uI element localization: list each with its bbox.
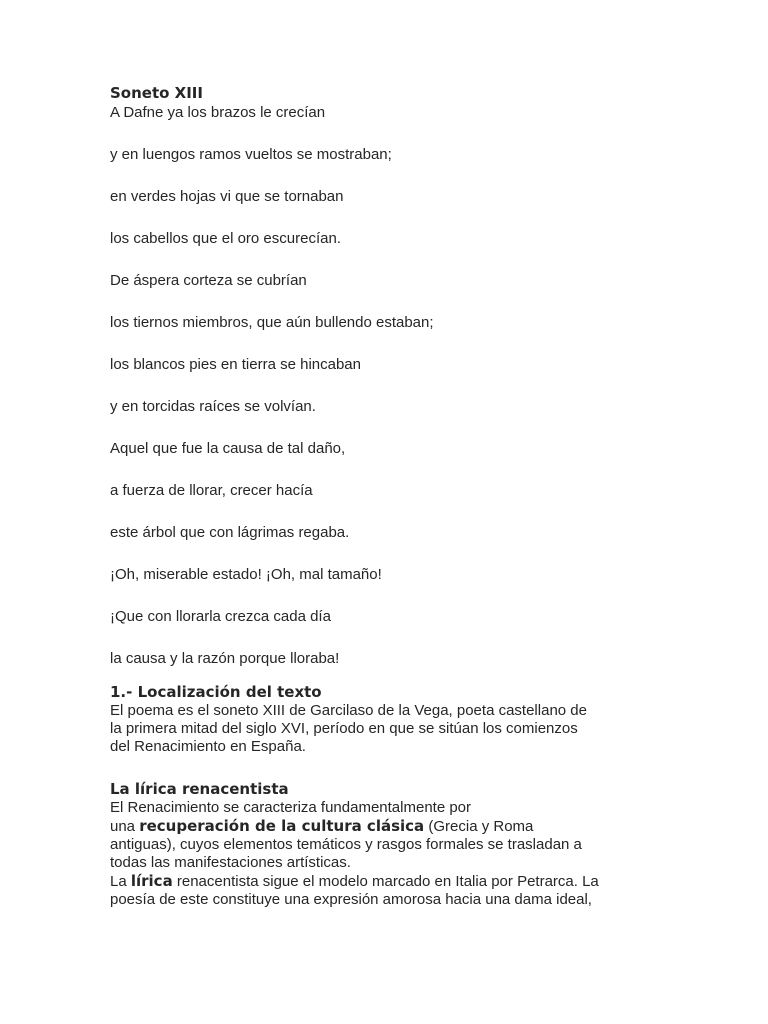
section-heading: La lírica renacentista: [110, 780, 289, 798]
verse-line: Aquel que fue la causa de tal daño,: [110, 440, 346, 457]
paragraph-line: antiguas), cuyos elementos temáticos y rasgos formales se trasladan a: [110, 836, 582, 853]
verse-line: De áspera corteza se cubrían: [110, 272, 307, 289]
paragraph-line: [110, 817, 670, 836]
verse-line: y en torcidas raíces se volvían.: [110, 398, 316, 415]
paragraph-line: la primera mitad del siglo XVI, período en que se sitúan los comienzos: [110, 720, 578, 737]
paragraph-line: El Renacimiento se caracteriza fundamentalmente por: [110, 799, 472, 816]
poem-verses: [110, 103, 670, 668]
text-run: renacentista sigue el modelo marcado en Italia por Petrarca. La: [172, 873, 599, 890]
section-heading: 1.- Localización del texto: [110, 683, 322, 701]
verse-line: la causa y la razón porque lloraba!: [110, 650, 340, 667]
bold-phrase: recuperación de la cultura clásica: [139, 817, 425, 835]
verse-line: a fuerza de llorar, crecer hacía: [110, 482, 313, 499]
paragraph-line: poesía de este constituye una expresión amorosa hacia una dama ideal,: [110, 891, 592, 908]
verse-line: ¡Que con llorarla crezca cada día: [110, 608, 331, 625]
bold-phrase: lírica: [130, 872, 173, 890]
section-lirica-renacentista: [110, 780, 670, 909]
verse-line: A Dafne ya los brazos le crecían: [110, 104, 326, 121]
verse-line: los blancos pies en tierra se hincaban: [110, 356, 361, 373]
verse-line: los cabellos que el oro escurecían.: [110, 230, 341, 247]
verse-line: este árbol que con lágrimas regaba.: [110, 524, 350, 541]
text-run: La: [110, 873, 131, 890]
document-page: [110, 84, 670, 909]
verse-line: en verdes hojas vi que se tornaban: [110, 188, 344, 205]
section-localizacion: [110, 683, 670, 756]
paragraph-line: El poema es el soneto XIII de Garcilaso de la Vega, poeta castellano de: [110, 702, 587, 719]
text-run: (Grecia y Roma: [424, 818, 534, 835]
paragraph-line: [110, 872, 670, 891]
poem-title: Soneto XIII: [110, 84, 203, 102]
text-run: una: [110, 818, 140, 835]
verse-line: y en luengos ramos vueltos se mostraban;: [110, 146, 392, 163]
verse-line: ¡Oh, miserable estado! ¡Oh, mal tamaño!: [110, 566, 382, 583]
paragraph-line: del Renacimiento en España.: [110, 738, 306, 755]
verse-line: los tiernos miembros, que aún bullendo estaban;: [110, 314, 434, 331]
paragraph-line: todas las manifestaciones artísticas.: [110, 854, 351, 871]
